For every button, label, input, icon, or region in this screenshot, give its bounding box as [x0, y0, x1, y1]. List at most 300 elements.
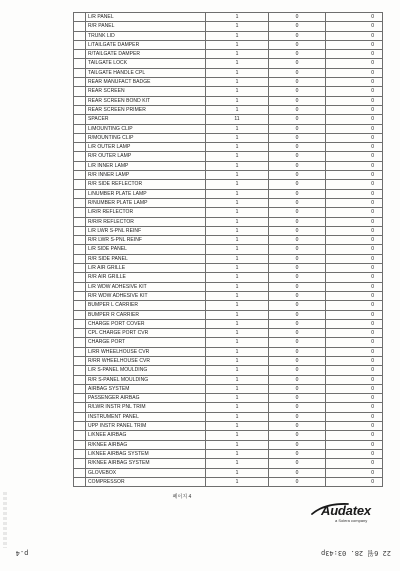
quantity: 1: [206, 311, 269, 320]
value-cell: 0: [269, 41, 326, 50]
value-cell: 0: [269, 59, 326, 68]
row-marker-cell: [74, 403, 86, 412]
table-row: [74, 283, 383, 292]
row-marker-cell: [74, 413, 86, 422]
quantity: 1: [206, 301, 269, 310]
row-marker-cell: [74, 125, 86, 134]
quantity: 1: [206, 292, 269, 301]
value-cell: 0: [269, 469, 326, 478]
value-cell: 0: [269, 190, 326, 199]
parts-table: [73, 12, 383, 487]
row-marker-cell: [74, 32, 86, 41]
part-name: R/R OUTER LAMP: [86, 152, 206, 161]
quantity: 1: [206, 32, 269, 41]
row-marker-cell: [74, 431, 86, 440]
table-row: [74, 320, 383, 329]
row-marker-cell: [74, 106, 86, 115]
quantity: 1: [206, 50, 269, 59]
row-marker-cell: [74, 22, 86, 31]
quantity: 1: [206, 357, 269, 366]
part-name: BUMPER L CARRIER: [86, 301, 206, 310]
part-name: BUMPER R CARRIER: [86, 311, 206, 320]
amount-cell: 0: [326, 459, 383, 468]
value-cell: 0: [269, 338, 326, 347]
value-cell: 0: [269, 413, 326, 422]
value-cell: 0: [269, 218, 326, 227]
part-name: R/RR WHEELHOUSE CVR: [86, 357, 206, 366]
quantity: 1: [206, 134, 269, 143]
value-cell: 0: [269, 97, 326, 106]
table-row: [74, 441, 383, 450]
table-row: [74, 152, 383, 161]
part-name: L/R PANEL: [86, 13, 206, 22]
table-row: [74, 422, 383, 431]
part-name: L/R WDW ADHESIVE KIT: [86, 283, 206, 292]
part-name: TAILGATE HANDLE CPL: [86, 69, 206, 78]
amount-cell: 0: [326, 190, 383, 199]
amount-cell: 0: [326, 478, 383, 487]
value-cell: 0: [269, 422, 326, 431]
row-marker-cell: [74, 199, 86, 208]
value-cell: 0: [269, 115, 326, 124]
row-marker-cell: [74, 218, 86, 227]
row-marker-cell: [74, 97, 86, 106]
amount-cell: 0: [326, 69, 383, 78]
value-cell: 0: [269, 50, 326, 59]
quantity: 1: [206, 218, 269, 227]
row-marker-cell: [74, 422, 86, 431]
fax-header-page: p.4: [15, 549, 29, 557]
table-row: [74, 227, 383, 236]
amount-cell: 0: [326, 125, 383, 134]
amount-cell: 0: [326, 385, 383, 394]
amount-cell: 0: [326, 348, 383, 357]
part-name: R/R/R REFLECTOR: [86, 218, 206, 227]
row-marker-cell: [74, 338, 86, 347]
amount-cell: 0: [326, 78, 383, 87]
quantity: 1: [206, 348, 269, 357]
part-name: L/R LWR S-PNL REINF: [86, 227, 206, 236]
amount-cell: 0: [326, 413, 383, 422]
row-marker-cell: [74, 357, 86, 366]
row-marker-cell: [74, 236, 86, 245]
value-cell: 0: [269, 376, 326, 385]
row-marker-cell: [74, 273, 86, 282]
row-marker-cell: [74, 441, 86, 450]
scan-margin-mark: [3, 492, 7, 548]
table-row: [74, 50, 383, 59]
amount-cell: 0: [326, 227, 383, 236]
part-name: R/R LWR S-PNL REINF: [86, 236, 206, 245]
quantity: 1: [206, 199, 269, 208]
table-row: [74, 357, 383, 366]
part-name: R/R AIR GRILLE: [86, 273, 206, 282]
quantity: 1: [206, 245, 269, 254]
table-row: [74, 431, 383, 440]
table-row: [74, 478, 383, 487]
value-cell: 0: [269, 125, 326, 134]
value-cell: 0: [269, 78, 326, 87]
part-name: R/R INNER LAMP: [86, 171, 206, 180]
amount-cell: 0: [326, 171, 383, 180]
value-cell: 0: [269, 273, 326, 282]
row-marker-cell: [74, 171, 86, 180]
amount-cell: 0: [326, 180, 383, 189]
table-row: [74, 311, 383, 320]
table-row: [74, 59, 383, 68]
amount-cell: 0: [326, 441, 383, 450]
table-row: [74, 413, 383, 422]
row-marker-cell: [74, 152, 86, 161]
part-name: TRUNK LID: [86, 32, 206, 41]
value-cell: 0: [269, 320, 326, 329]
quantity: 1: [206, 255, 269, 264]
quantity: 1: [206, 208, 269, 217]
value-cell: 0: [269, 87, 326, 96]
part-name: L/R INNER LAMP: [86, 162, 206, 171]
value-cell: 0: [269, 366, 326, 375]
row-marker-cell: [74, 264, 86, 273]
quantity: 1: [206, 87, 269, 96]
quantity: 1: [206, 162, 269, 171]
amount-cell: 0: [326, 22, 383, 31]
part-name: REAR SCREEN BOND KIT: [86, 97, 206, 106]
row-marker-cell: [74, 134, 86, 143]
table-row: [74, 329, 383, 338]
amount-cell: 0: [326, 50, 383, 59]
row-marker-cell: [74, 227, 86, 236]
value-cell: 0: [269, 134, 326, 143]
row-marker-cell: [74, 394, 86, 403]
table-row: [74, 264, 383, 273]
amount-cell: 0: [326, 218, 383, 227]
quantity: 1: [206, 264, 269, 273]
quantity: 1: [206, 431, 269, 440]
value-cell: 0: [269, 13, 326, 22]
table-row: [74, 385, 383, 394]
row-marker-cell: [74, 366, 86, 375]
quantity: 1: [206, 338, 269, 347]
row-marker-cell: [74, 255, 86, 264]
row-marker-cell: [74, 301, 86, 310]
part-name: L/R SIDE PANEL: [86, 245, 206, 254]
quantity: 11: [206, 115, 269, 124]
value-cell: 0: [269, 255, 326, 264]
table-row: [74, 208, 383, 217]
part-name: R/KNEE AIRBAG SYSTEM: [86, 459, 206, 468]
quantity: 1: [206, 227, 269, 236]
quantity: 1: [206, 413, 269, 422]
amount-cell: 0: [326, 292, 383, 301]
quantity: 1: [206, 320, 269, 329]
value-cell: 0: [269, 478, 326, 487]
quantity: 1: [206, 450, 269, 459]
quantity: 1: [206, 13, 269, 22]
value-cell: 0: [269, 357, 326, 366]
row-marker-cell: [74, 329, 86, 338]
quantity: 1: [206, 171, 269, 180]
quantity: 1: [206, 236, 269, 245]
value-cell: 0: [269, 394, 326, 403]
quantity: 1: [206, 366, 269, 375]
table-row: [74, 450, 383, 459]
value-cell: 0: [269, 385, 326, 394]
part-name: L/R/R REFLECTOR: [86, 208, 206, 217]
row-marker-cell: [74, 190, 86, 199]
amount-cell: 0: [326, 13, 383, 22]
row-marker-cell: [74, 292, 86, 301]
quantity: 1: [206, 152, 269, 161]
value-cell: 0: [269, 143, 326, 152]
row-marker-cell: [74, 143, 86, 152]
row-marker-cell: [74, 376, 86, 385]
table-row: [74, 403, 383, 412]
part-name: R/LWR INSTR PNL TRIM: [86, 403, 206, 412]
amount-cell: 0: [326, 32, 383, 41]
value-cell: 0: [269, 301, 326, 310]
table-row: [74, 376, 383, 385]
amount-cell: 0: [326, 236, 383, 245]
table-row: [74, 469, 383, 478]
amount-cell: 0: [326, 208, 383, 217]
part-name: GLOVEBOX: [86, 469, 206, 478]
amount-cell: 0: [326, 357, 383, 366]
value-cell: 0: [269, 264, 326, 273]
table-row: [74, 78, 383, 87]
amount-cell: 0: [326, 394, 383, 403]
table-row: [74, 134, 383, 143]
quantity: 1: [206, 143, 269, 152]
part-name: L/R AIR GRILLE: [86, 264, 206, 273]
amount-cell: 0: [326, 255, 383, 264]
table-row: [74, 366, 383, 375]
amount-cell: 0: [326, 152, 383, 161]
quantity: 1: [206, 478, 269, 487]
quantity: 1: [206, 329, 269, 338]
value-cell: 0: [269, 180, 326, 189]
table-row: [74, 22, 383, 31]
value-cell: 0: [269, 152, 326, 161]
table-row: [74, 459, 383, 468]
amount-cell: 0: [326, 41, 383, 50]
row-marker-cell: [74, 320, 86, 329]
quantity: 1: [206, 273, 269, 282]
part-name: TAILGATE LOCK: [86, 59, 206, 68]
value-cell: 0: [269, 431, 326, 440]
row-marker-cell: [74, 385, 86, 394]
value-cell: 0: [269, 162, 326, 171]
table-row: [74, 125, 383, 134]
amount-cell: 0: [326, 469, 383, 478]
row-marker-cell: [74, 180, 86, 189]
quantity: 1: [206, 180, 269, 189]
fax-header-datetime: 22 6월 28. 03:43p: [321, 549, 391, 557]
table-row: [74, 171, 383, 180]
row-marker-cell: [74, 245, 86, 254]
part-name: REAR SCREEN PRIMER: [86, 106, 206, 115]
part-name: SPACER: [86, 115, 206, 124]
quantity: 1: [206, 41, 269, 50]
quantity: 1: [206, 403, 269, 412]
part-name: L/KNEE AIRBAG SYSTEM: [86, 450, 206, 459]
value-cell: 0: [269, 441, 326, 450]
amount-cell: 0: [326, 199, 383, 208]
quantity: 1: [206, 190, 269, 199]
table-row: [74, 13, 383, 22]
value-cell: 0: [269, 171, 326, 180]
table-row: [74, 143, 383, 152]
amount-cell: 0: [326, 338, 383, 347]
part-name: CHARGE PORT: [86, 338, 206, 347]
row-marker-cell: [74, 311, 86, 320]
table-row: [74, 348, 383, 357]
row-marker-cell: [74, 469, 86, 478]
quantity: 1: [206, 469, 269, 478]
part-name: L/KNEE AIRBAG: [86, 431, 206, 440]
amount-cell: 0: [326, 97, 383, 106]
amount-cell: 0: [326, 450, 383, 459]
quantity: 1: [206, 125, 269, 134]
table-row: [74, 236, 383, 245]
part-name: R/R PANEL: [86, 22, 206, 31]
amount-cell: 0: [326, 162, 383, 171]
row-marker-cell: [74, 50, 86, 59]
part-name: R/R SIDE REFLECTOR: [86, 180, 206, 189]
row-marker-cell: [74, 208, 86, 217]
amount-cell: 0: [326, 283, 383, 292]
table-row: [74, 394, 383, 403]
page-number: 페이지 4: [172, 494, 192, 500]
quantity: 1: [206, 422, 269, 431]
row-marker-cell: [74, 348, 86, 357]
row-marker-cell: [74, 478, 86, 487]
part-name: L/R S-PANEL MOULDING: [86, 366, 206, 375]
table-row: [74, 162, 383, 171]
value-cell: 0: [269, 208, 326, 217]
part-name: COMPRESSOR: [86, 478, 206, 487]
value-cell: 0: [269, 199, 326, 208]
value-cell: 0: [269, 292, 326, 301]
row-marker-cell: [74, 41, 86, 50]
amount-cell: 0: [326, 59, 383, 68]
value-cell: 0: [269, 245, 326, 254]
amount-cell: 0: [326, 403, 383, 412]
value-cell: 0: [269, 311, 326, 320]
value-cell: 0: [269, 106, 326, 115]
row-marker-cell: [74, 283, 86, 292]
table-row: [74, 255, 383, 264]
table-row: [74, 69, 383, 78]
part-name: R/R WDW ADHESIVE KIT: [86, 292, 206, 301]
logo-wordmark: Audatex: [321, 503, 371, 518]
row-marker-cell: [74, 459, 86, 468]
quantity: 1: [206, 459, 269, 468]
quantity: 1: [206, 22, 269, 31]
part-name: L/MOUNTING CLIP: [86, 125, 206, 134]
value-cell: 0: [269, 450, 326, 459]
row-marker-cell: [74, 162, 86, 171]
part-name: INSTRUMENT PANEL: [86, 413, 206, 422]
part-name: R/MOUNTING CLIP: [86, 134, 206, 143]
value-cell: 0: [269, 348, 326, 357]
quantity: 1: [206, 394, 269, 403]
row-marker-cell: [74, 87, 86, 96]
amount-cell: 0: [326, 301, 383, 310]
amount-cell: 0: [326, 431, 383, 440]
value-cell: 0: [269, 283, 326, 292]
value-cell: 0: [269, 69, 326, 78]
value-cell: 0: [269, 236, 326, 245]
value-cell: 0: [269, 22, 326, 31]
amount-cell: 0: [326, 320, 383, 329]
row-marker-cell: [74, 59, 86, 68]
amount-cell: 0: [326, 106, 383, 115]
amount-cell: 0: [326, 264, 383, 273]
part-name: L/TAILGATE DAMPER: [86, 41, 206, 50]
part-name: L/NUMBER PLATE LAMP: [86, 190, 206, 199]
table-row: [74, 245, 383, 254]
part-name: L/R OUTER LAMP: [86, 143, 206, 152]
amount-cell: 0: [326, 366, 383, 375]
part-name: R/NUMBER PLATE LAMP: [86, 199, 206, 208]
table-row: [74, 301, 383, 310]
amount-cell: 0: [326, 273, 383, 282]
part-name: R/R SIDE PANEL: [86, 255, 206, 264]
amount-cell: 0: [326, 143, 383, 152]
row-marker-cell: [74, 450, 86, 459]
row-marker-cell: [74, 115, 86, 124]
value-cell: 0: [269, 32, 326, 41]
part-name: PASSENGER AIRBAG: [86, 394, 206, 403]
amount-cell: 0: [326, 115, 383, 124]
amount-cell: 0: [326, 87, 383, 96]
part-name: L/RR WHEELHOUSE CVR: [86, 348, 206, 357]
table-row: [74, 338, 383, 347]
quantity: 1: [206, 385, 269, 394]
quantity: 1: [206, 106, 269, 115]
amount-cell: 0: [326, 311, 383, 320]
value-cell: 0: [269, 403, 326, 412]
amount-cell: 0: [326, 376, 383, 385]
table-row: [74, 273, 383, 282]
table-row: [74, 190, 383, 199]
amount-cell: 0: [326, 134, 383, 143]
table-row: [74, 218, 383, 227]
quantity: 1: [206, 376, 269, 385]
row-marker-cell: [74, 13, 86, 22]
part-name: REAR SCREEN: [86, 87, 206, 96]
table-row: [74, 32, 383, 41]
table-row: [74, 199, 383, 208]
audatex-logo: [308, 500, 386, 526]
value-cell: 0: [269, 329, 326, 338]
quantity: 1: [206, 78, 269, 87]
table-row: [74, 292, 383, 301]
table-row: [74, 115, 383, 124]
table-row: [74, 41, 383, 50]
part-name: R/TAILGATE DAMPER: [86, 50, 206, 59]
part-name: CPL CHARGE PORT CVR: [86, 329, 206, 338]
part-name: UPP INSTR PANEL TRIM: [86, 422, 206, 431]
amount-cell: 0: [326, 245, 383, 254]
quantity: 1: [206, 59, 269, 68]
part-name: R/KNEE AIRBAG: [86, 441, 206, 450]
table-row: [74, 106, 383, 115]
quantity: 1: [206, 441, 269, 450]
row-marker-cell: [74, 69, 86, 78]
quantity: 1: [206, 69, 269, 78]
table-row: [74, 87, 383, 96]
